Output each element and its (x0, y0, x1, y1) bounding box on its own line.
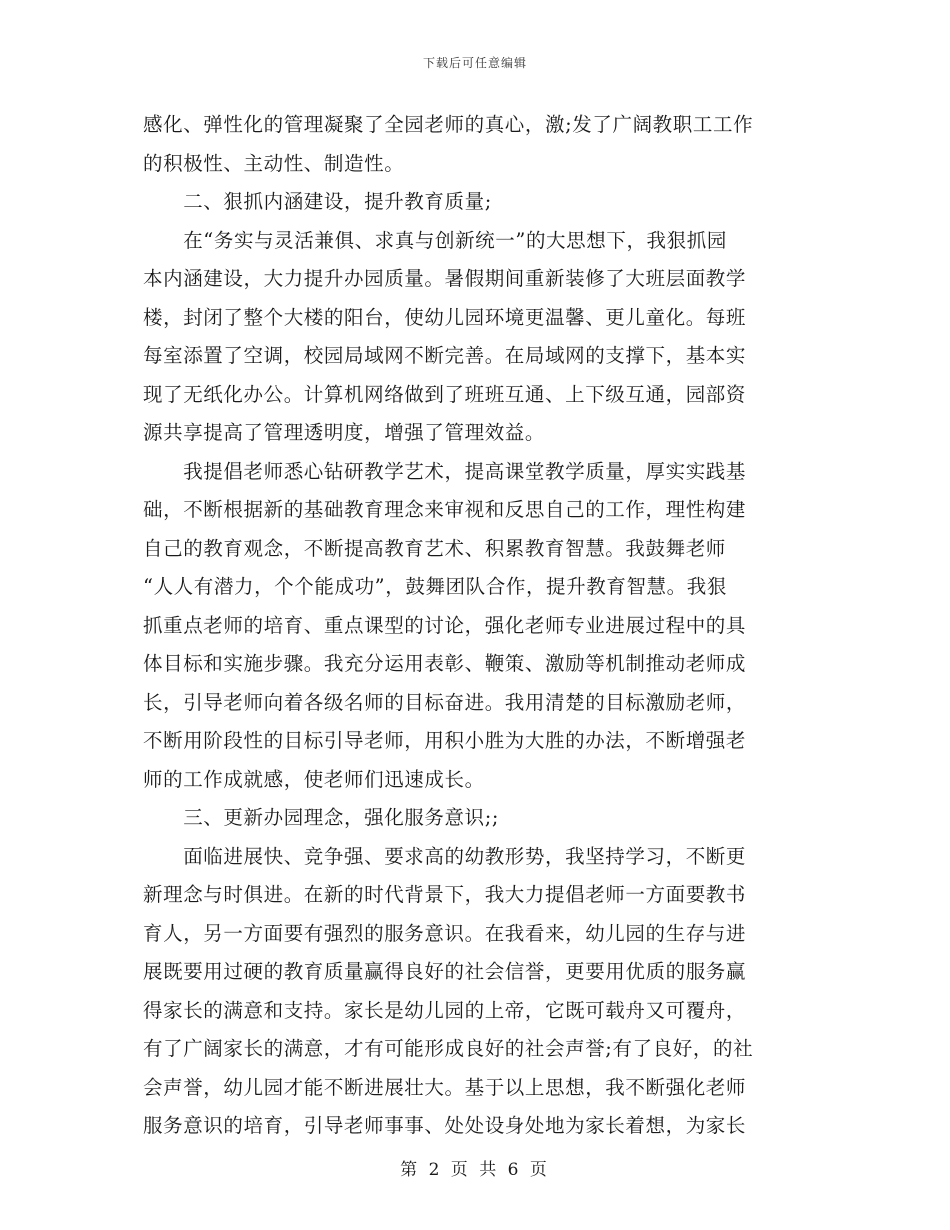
text-line: 的积极性、主动性、制造性。 (143, 151, 405, 175)
text-line: 服务意识的培育，引导老师事事、处处设身处地为家长着想，为家长 (143, 1114, 747, 1137)
text-line: “人人有潜力，个个能成功”，鼓舞团队合作，提升教育智慧。我狠 (143, 575, 727, 598)
page-number-footer: 第 2 页 共 6 页 (400, 1160, 550, 1180)
document-body (143, 106, 813, 1146)
text-line: 本内涵建设，大力提升办园质量。暑假期间重新装修了大班层面教学 (143, 267, 747, 290)
page-header: 下载后可任意编辑 (422, 56, 527, 70)
text-line: 楼，封闭了整个大楼的阳台，使幼儿园环境更温馨、更儿童化。每班 (143, 305, 747, 329)
section-heading: 二、狠抓内涵建设，提升教育质量; (143, 190, 492, 213)
text-line: 础，不断根据新的基础教育理念来审视和反思自己的工作，理性构建 (143, 498, 747, 521)
text-line: 抓重点老师的培育、重点课型的讨论，强化老师专业进展过程中的具 (143, 613, 747, 637)
text-line: 展既要用过硬的教育质量赢得良好的社会信誉，更要用优质的服务赢 (143, 960, 747, 983)
text-line: 面临进展快、竞争强、要求高的幼教形势，我坚持学习，不断更 (143, 844, 747, 868)
text-line: 长，引导老师向着各级名师的目标奋进。我用清楚的目标激励老师， (143, 690, 747, 714)
text-line: 育人，另一方面要有强烈的服务意识。在我看来，幼儿园的生存与进 (143, 921, 747, 945)
text-line: 师的工作成就感，使老师们迅速成长。 (143, 767, 485, 791)
text-line: 有了广阔家长的满意，才有可能形成良好的社会声誉;有了良好，的社 (143, 1037, 754, 1060)
section-heading: 三、更新办园理念，强化服务意识;; (143, 806, 500, 829)
text-line: 每室添置了空调，校园局域网不断完善。在局域网的支撑下，基本实 (143, 344, 747, 367)
text-line: 现了无纸化办公。计算机网络做到了班班互通、上下级互通，园部资 (143, 382, 747, 406)
text-line: 不断用阶段性的目标引导老师，用积小胜为大胜的办法，不断增强老 (143, 729, 747, 752)
text-line: 我提倡老师悉心钻研教学艺术，提高课堂教学质量，厚实实践基 (143, 459, 747, 483)
text-line: 新理念与时俱进。在新的时代背景下，我大力提倡老师一方面要教书 (143, 883, 747, 906)
text-line: 源共享提高了管理透明度，增强了管理效益。 (143, 421, 546, 444)
text-line: 得家长的满意和支持。家长是幼儿园的上帝，它既可载舟又可覆舟， (143, 998, 747, 1022)
text-line: 感化、弹性化的管理凝聚了全园老师的真心，激;发了广阔教职工工作 (143, 113, 754, 136)
text-line: 体目标和实施步骤。我充分运用表彰、鞭策、激励等机制推动老师成 (143, 652, 747, 675)
text-line: 会声誉，幼儿园才能不断进展壮大。基于以上思想，我不断强化老师 (143, 1075, 747, 1099)
text-line: 在“务实与灵活兼俱、求真与创新统一”的大思想下，我狠抓园 (143, 228, 727, 252)
text-line: 自己的教育观念，不断提高教育艺术、积累教育智慧。我鼓舞老师 (143, 536, 726, 560)
